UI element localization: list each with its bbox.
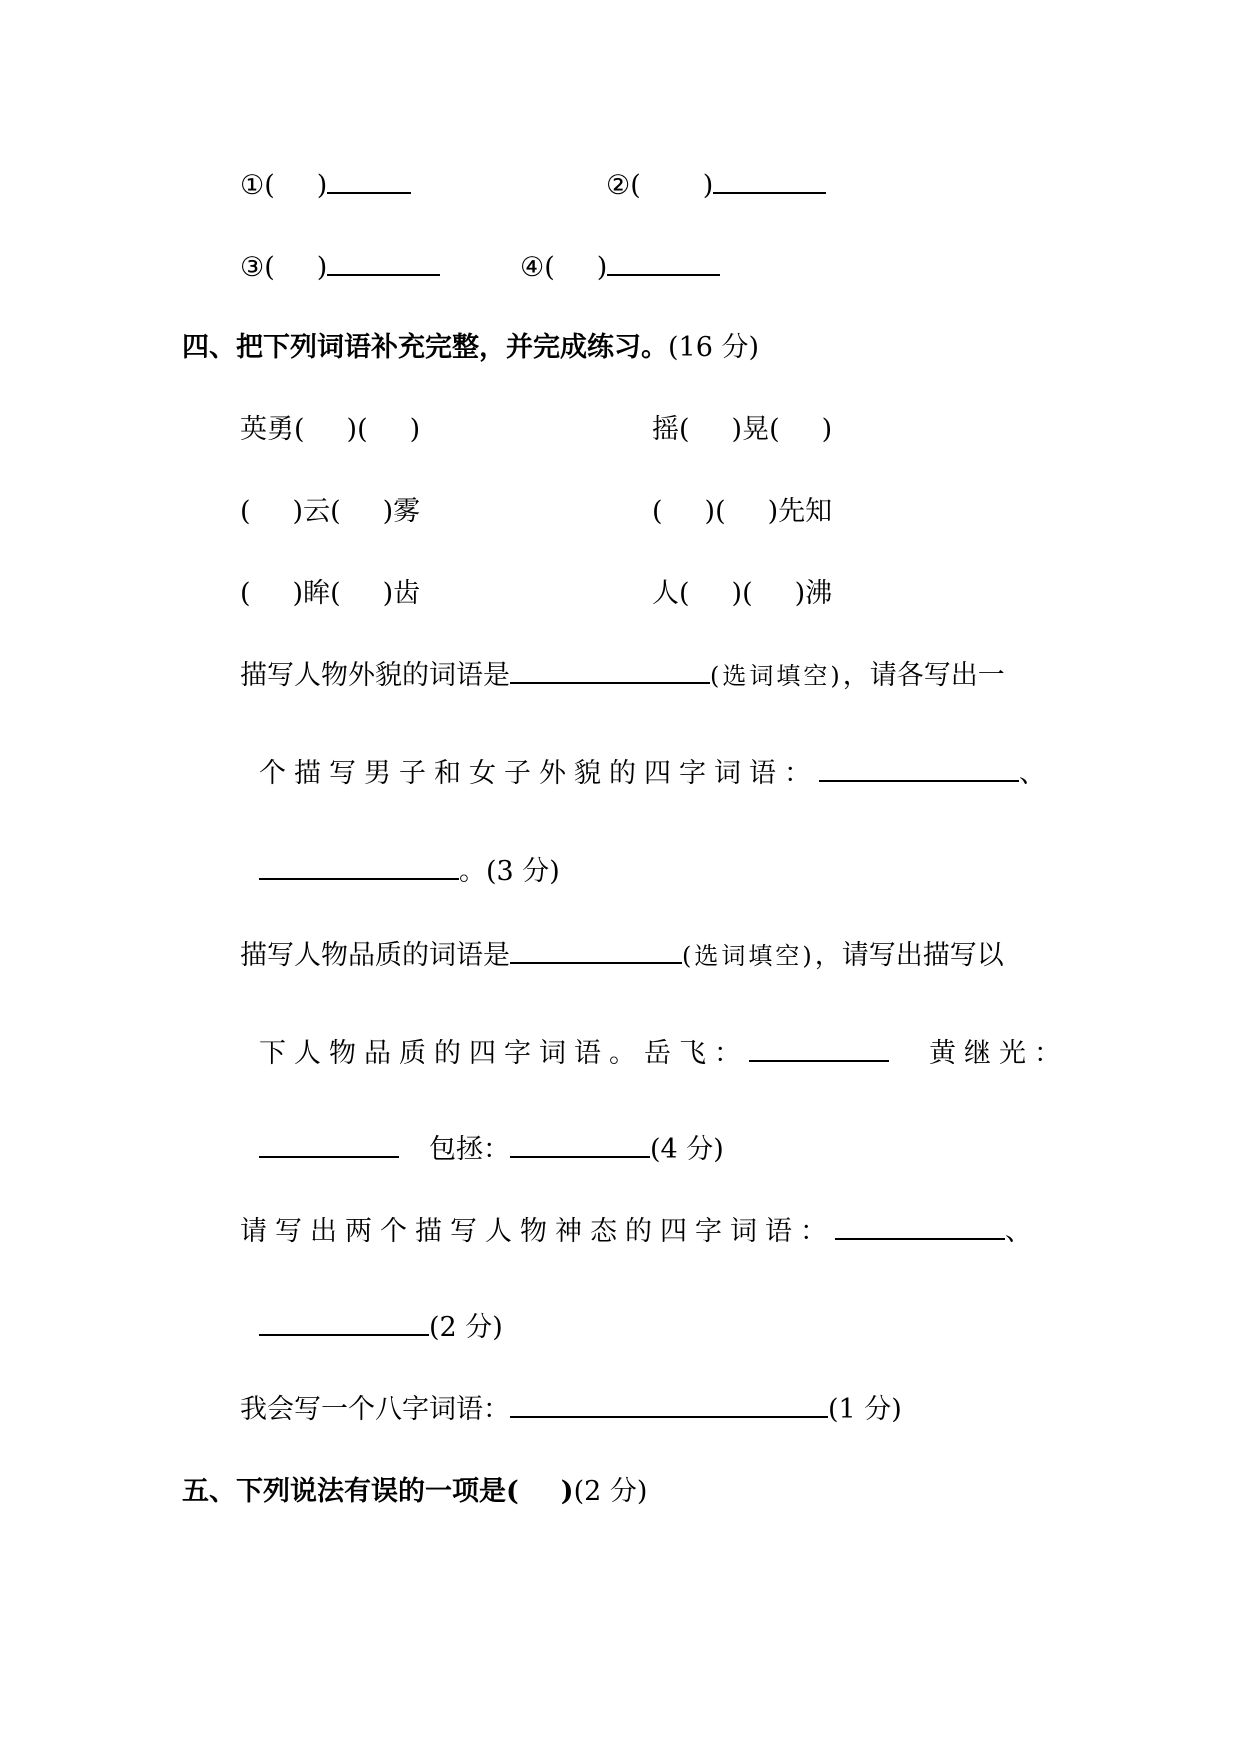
section4-title: 四、把下列词语补充完整，并完成练习。 [182, 332, 668, 363]
huangjiguang-blank[interactable] [259, 1132, 399, 1158]
appearance-question-line2: 个描写男子和女子外貌的四字词语： 、 [259, 758, 1054, 789]
word-item-3: ( )云( )雾 [240, 496, 421, 527]
answer-blank-2[interactable] [713, 168, 826, 194]
baozheng-blank[interactable] [510, 1132, 650, 1158]
answer-blank-1[interactable] [327, 168, 411, 194]
section5-points: (2 分) [573, 1476, 648, 1507]
female-appearance-blank[interactable] [259, 854, 459, 880]
character-question-line3: 包拯： (4 分) [259, 1132, 724, 1168]
word-item-2: 摇( )晃( ) [652, 414, 833, 445]
item-marker-3: ③( [240, 252, 275, 283]
item-marker-4: ④( [520, 252, 555, 283]
answer-blank-3[interactable] [327, 250, 440, 276]
word-item-4: ( )( )先知 [652, 496, 833, 527]
answer-blank-4[interactable] [607, 250, 720, 276]
male-appearance-blank[interactable] [819, 756, 1019, 782]
q3-item-1: ①( ) [240, 168, 411, 204]
appearance-question-line3: 。(3 分) [259, 854, 560, 890]
appearance-question-line1: 描写人物外貌的词语是 (选词填空)，请各写出一 [240, 660, 1005, 691]
expression-question-line1: 请写出两个描写人物神态的四字词语： 、 [240, 1216, 1040, 1247]
q3-item-3: ③( ) [240, 250, 440, 286]
q3-item-4: ④( ) [520, 250, 720, 286]
section5-heading: 五、下列说法有误的一项是( )(2 分) [182, 1476, 648, 1507]
eight-char-question: 我会写一个八字词语： (1 分) [240, 1394, 902, 1425]
eight-char-blank[interactable] [510, 1392, 828, 1418]
word-item-5: ( )眸( )齿 [240, 578, 421, 609]
item-marker-2: ②( [606, 170, 641, 201]
character-select-blank[interactable] [510, 938, 682, 964]
section4-points: (16 分) [668, 332, 760, 363]
section4-heading [182, 330, 759, 366]
appearance-select-blank[interactable] [510, 658, 710, 684]
word-item-1: 英勇( )( ) [240, 414, 421, 445]
item-marker-1: ①( [240, 170, 275, 201]
expression-question-line2: (2 分) [259, 1310, 503, 1346]
expression-blank-1[interactable] [835, 1214, 1005, 1240]
character-question-line1: 描写人物品质的词语是 (选词填空)，请写出描写以 [240, 940, 1004, 971]
section5-title: 五、下列说法有误的一项是( [182, 1476, 519, 1507]
expression-blank-2[interactable] [259, 1310, 429, 1336]
yuefei-blank[interactable] [749, 1036, 889, 1062]
word-item-6: 人( )( )沸 [652, 578, 833, 609]
character-question-line2: 下人物品质的四字词语。岳飞： 黄继光： [259, 1038, 1069, 1069]
q3-item-2: ②( ) [606, 168, 826, 204]
